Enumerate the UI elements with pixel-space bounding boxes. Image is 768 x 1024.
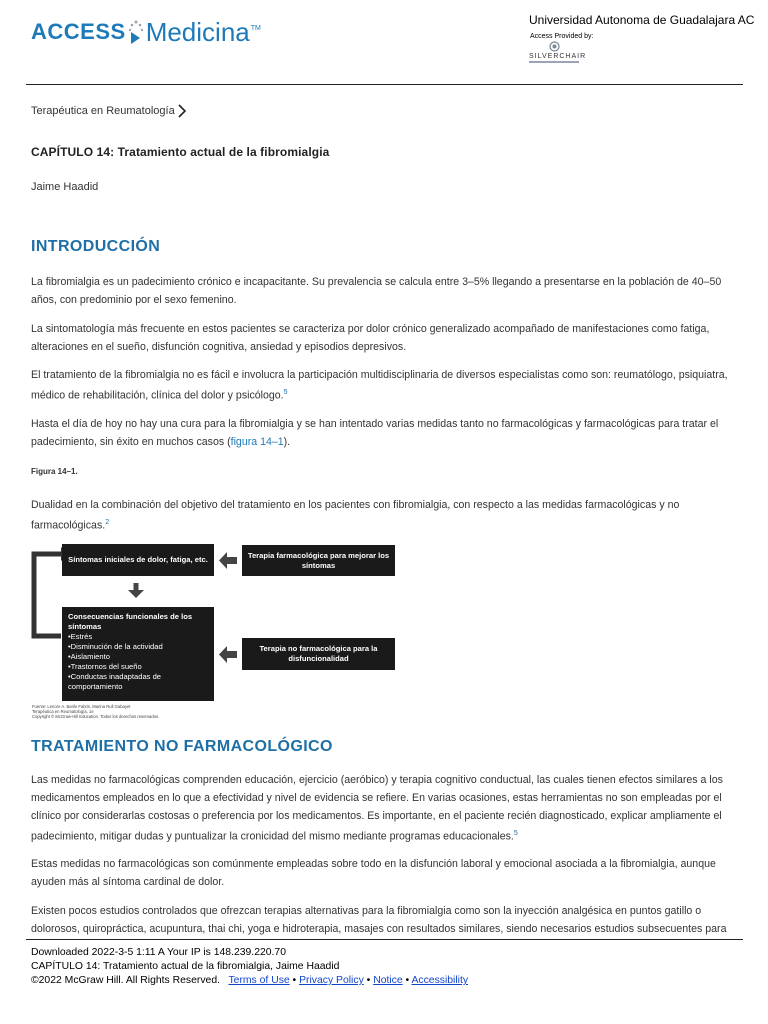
copyright-text: ©2022 McGraw Hill. All Rights Reserved. — [31, 975, 220, 986]
site-header — [0, 0, 768, 84]
chapter-author: Jaime Haadid — [31, 181, 99, 193]
logo-arrow-icon — [127, 12, 145, 52]
figure-14-1[interactable] — [31, 541, 397, 721]
silverchair-logo-text: SILVERCHAIR — [529, 53, 587, 60]
list-item: • Aislamiento — [68, 652, 208, 662]
consequences-list — [68, 632, 208, 692]
figure-label: Figura 14–1. — [31, 467, 78, 476]
nonpharm-heading: TRATAMIENTO NO FARMACOLÓGICO — [31, 738, 333, 755]
intro-paragraph-3-text: El tratamiento de la fibromialgia no es fácil e involucra la participación multidisciplinaria de diversos especialistas como son: reumatólogo, psiquiatra, médico de rehabilitación, clínica del dolor y psicólogo. — [31, 369, 728, 402]
box-nonpharmacologic-therapy — [242, 638, 395, 670]
box-functional-consequences — [62, 607, 214, 701]
accessibility-link[interactable]: Accessibility — [411, 975, 469, 986]
nonpharm-paragraph-3: Existen pocos estudios controlados que ofrezcan terapias alternativas para la fibromialgia como son la inyección analgésica en puntos gatillo o dolorosos, quiropráctica, acupuntura, thai chi, yoga e hidroterapia, masajes con resultados similares, siendo necesarios estudios subsecuentes para — [31, 905, 727, 935]
list-item: • Estrés — [68, 632, 208, 642]
download-info: Downloaded 2022-3-5 1:11 A Your IP is 148.239.220.70 — [31, 947, 286, 958]
notice-link[interactable]: Notice — [373, 975, 403, 986]
list-item: • Trastornos del sueño — [68, 662, 208, 672]
terms-of-use-link[interactable]: Terms of Use — [228, 975, 290, 986]
privacy-policy-link[interactable]: Privacy Policy — [299, 975, 364, 986]
box-consequences-title: Consecuencias funcionales de los síntomas — [68, 612, 193, 631]
accessmedicina-logo[interactable] — [31, 12, 261, 52]
chapter-title: CAPÍTULO 14: Tratamiento actual de la fibromialgia — [31, 145, 330, 159]
figure-14-1-link[interactable]: figura 14–1 — [230, 436, 284, 448]
figure-source-line-1: Fuente: Lenore A. Barile Fabris, Marina Rull Gabayet — [32, 704, 131, 709]
figure-caption — [31, 496, 743, 535]
reference-link-5[interactable]: 5 — [513, 830, 518, 837]
list-item: • Disminución de la actividad — [68, 642, 208, 652]
access-provided-label: Access Provided by: — [530, 33, 594, 40]
logo-access-text: ACCESS — [31, 19, 126, 44]
box-pharmacologic-therapy-text: Terapia farmacológica para mejorar los síntomas — [247, 550, 390, 570]
logo-trademark: TM — [250, 25, 261, 32]
footer-divider — [26, 939, 743, 940]
chevron-right-icon — [177, 104, 187, 118]
reference-link-2[interactable]: 2 — [105, 519, 110, 526]
silverchair-underline — [529, 61, 579, 63]
intro-heading: INTRODUCCIÓN — [31, 238, 161, 255]
figure-source — [32, 704, 159, 720]
intro-paragraph-4 — [31, 415, 743, 451]
institution-name: Universidad Autonoma de Guadalajara AC — [529, 13, 755, 27]
header-divider — [26, 84, 743, 85]
intro-paragraph-2: La sintomatología más frecuente en estos pacientes se caracteriza por dolor crónico generalizado acompañado de manifestaciones como fatiga, alteraciones en el sueño, disfunción cognitiva, ansiedad y episodios depresivos. — [31, 323, 710, 353]
box-initial-symptoms-text: Síntomas iniciales de dolor, fatiga, etc. — [68, 555, 208, 564]
nonpharm-paragraph-1 — [31, 771, 743, 846]
footer-citation: CAPÍTULO 14: Tratamiento actual de la fibromialgia, Jaime Haadid — [31, 961, 340, 972]
reference-link-5[interactable]: 5 — [283, 389, 288, 396]
intro-paragraph-4-text: Hasta el día de hoy no hay una cura para la fibromialgia y se han intentado varias medidas tanto no farmacológicas y farmacológicas para tratar el padecimiento, sin éxito en muchos casos ( — [31, 418, 719, 448]
nonpharm-paragraph-1-text: Las medidas no farmacológicas comprenden educación, ejercicio (aeróbico) y terapia cognitivo conductual, las cuales tienen efectos similares a los medicamentos empleados en lo que a efectividad y nivel de evidencia se refiere. En varias ocasiones, estas herramientas no son empleadas por el clínico por considerarlas costosas o preferencia por los medicamentos. Es importante, en el paciente recién diagnosticado, explicar ampliamente el padecimiento, mitigar dudas y puntualizar la cronicidad del mismo mediante programas educacionales. — [31, 774, 723, 843]
footer-links-row: ©2022 McGraw Hill. All Rights Reserved. Terms of Use • Privacy Policy • Notice • Accessibility — [31, 975, 469, 986]
intro-paragraph-3 — [31, 366, 743, 405]
silverchair-mark-icon — [549, 41, 560, 52]
box-pharmacologic-therapy — [242, 545, 395, 576]
figure-caption-text: Dualidad en la combinación del objetivo del tratamiento en los pacientes con fibromialgia, con respecto a las medidas farmacológicas y no farmacológicas. — [31, 499, 680, 532]
intro-paragraph-1: La fibromialgia es un padecimiento crónico e incapacitante. Su prevalencia se calcula entre 3–5% llegando a presentarse en la población de 40–50 años, con predominio por el sexo femenino. — [31, 276, 722, 306]
list-item: • Conductas inadaptadas de comportamiento — [68, 672, 208, 692]
intro-paragraph-4-end: ). — [283, 436, 291, 448]
box-initial-symptoms — [62, 544, 214, 576]
page-footer — [31, 946, 468, 988]
breadcrumb[interactable] — [31, 104, 187, 118]
logo-medicina-text: Medicina — [145, 17, 250, 47]
breadcrumb-book-link[interactable]: Terapéutica en Reumatología — [31, 105, 175, 117]
figure-source-line-3: Copyright © McGraw-Hill Education. Todos los derechos reservados. — [32, 714, 160, 720]
figure-source-line-2: Terapéutica en Reumatología, 1e — [32, 709, 94, 715]
box-nonpharmacologic-therapy-text: Terapia no farmacológica para la disfuncionalidad — [259, 644, 378, 663]
nonpharm-paragraph-2: Estas medidas no farmacológicas son comúnmente empleadas sobre todo en la disfunción laboral y emocional asociada a la fibromialgia, aunque ayuden más al síntoma cardinal de dolor. — [31, 858, 716, 888]
